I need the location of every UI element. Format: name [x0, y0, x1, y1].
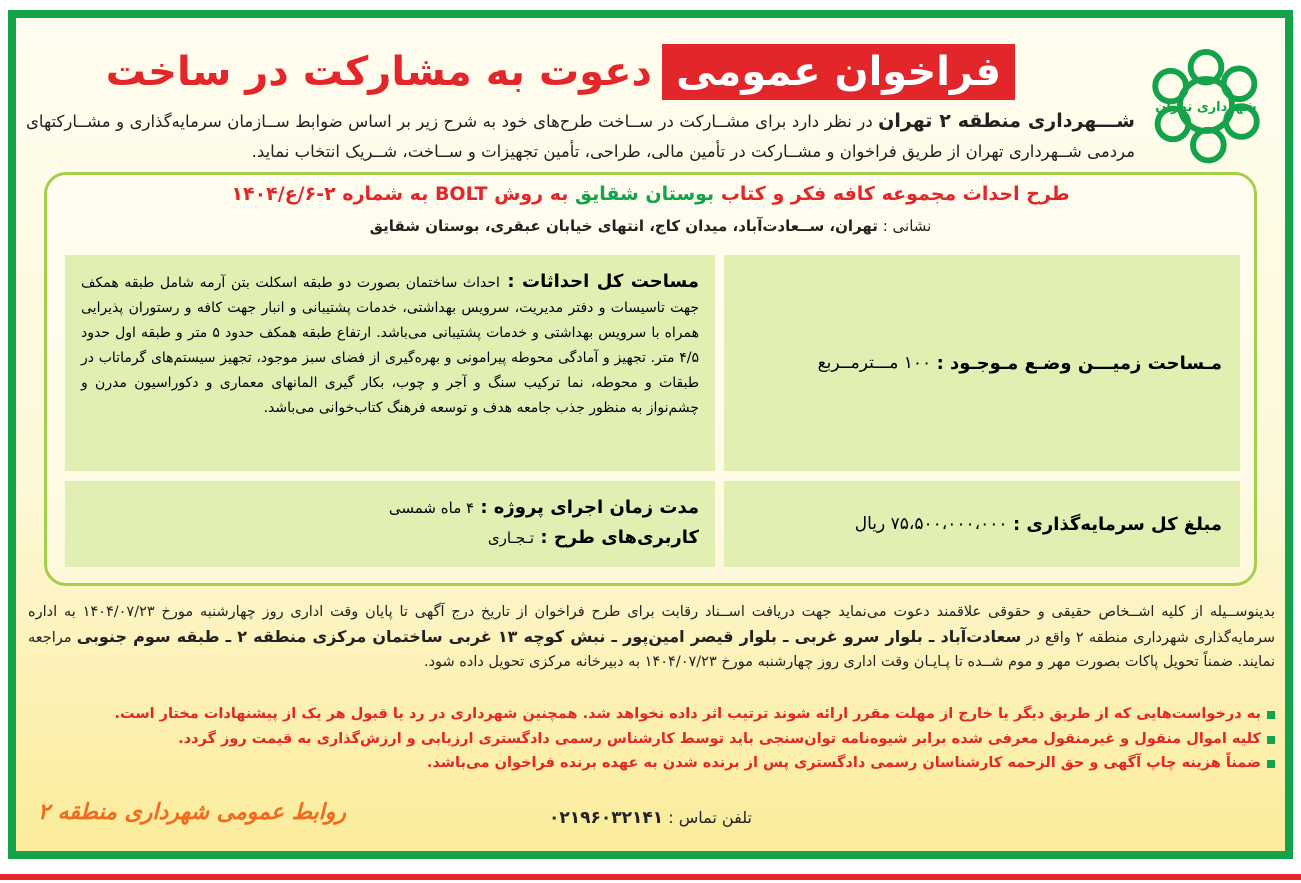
bottom-divider — [0, 874, 1301, 880]
duration-value: ۴ ماه شمسی — [388, 499, 475, 517]
usage-value: تـجـاری — [487, 529, 535, 547]
signature: روابط عمومی شهرداری منطقه ۲ — [38, 800, 347, 825]
duration-label: مدت زمان اجرای پروژه : — [474, 497, 699, 518]
instructions-location: سعادت‌آباد ـ بلوار سرو غربی ـ بلوار قیصر امین‌پور ـ نبش کوچه ۱۳ غربی ساختمان مرکزی منطقه ۲ ـ طبقه سوم جنوبی — [76, 626, 1022, 646]
ad-title — [106, 44, 1015, 100]
project-title — [47, 183, 1254, 205]
land-area-cell — [724, 255, 1240, 471]
project-title-b: بوستان شقایق — [574, 183, 715, 205]
duration-usage-cell — [65, 481, 715, 567]
logo-text: شهرداری تهران — [1155, 99, 1257, 115]
built-area-label: مساحت کل احداثات : — [499, 271, 699, 292]
title-rest: دعوت به مشارکت در ساخت — [105, 49, 653, 95]
investment-cell — [724, 481, 1240, 567]
note-item — [28, 727, 1275, 752]
intro-text: در نظر دارد برای مشــارکت در ســاخت طرح‌های خود به شرح زیر بر اساس ضوابط ســازمان سرمایه‌گذاری و مشــارکتهای مردمی شــهرداری تهران از طریق فراخوان و مشــارکت در تأمین مالی، طراحی، تأمین تجهیزات و ســاخت، شــریک انتخاب نماید. — [26, 112, 1135, 161]
investment-value: ۷۵،۵۰۰،۰۰۰،۰۰۰ ریال — [854, 514, 1008, 534]
built-area-value: احداث ساختمان بصورت دو طبقه اسکلت بتن آرمه شامل طبقه همکف جهت تاسیسات و دفتر مدیریت، سرویس بهداشتی، خدمات پشتیبانی و انبار جهت کافه و رستوران پذیرایی همراه با سرویس بهداشتی و خدمات پشتیبانی می‌باشد. ارتفاع طبقه همکف حدود ۵ متر و طبقه اول حدود ۴/۵ متر. تجهیز و آمادگی محوطه پیرامونی و بهره‌گیری از فضای سبز موجود، تجهیز سیستم‌های گرماتاب در طبقات و محوطه، نما ترکیب سنگ و آجر و چوب، بکار گیری المانهای معماری و دکوراسیون مدرن و چشم‌نواز به منظور جذب جامعه هدف و توسعه فرهنگ کتاب‌خوانی می‌باشد. — [81, 275, 699, 416]
intro-paragraph — [26, 106, 1135, 167]
address-value: تهران، ســعادت‌آباد، میدان کاج، انتهای خیابان عبقری، بوستان شقایق — [369, 217, 878, 235]
bullet-square-icon — [1267, 736, 1275, 744]
tehran-municipality-logo — [1147, 46, 1265, 164]
bullet-square-icon — [1267, 711, 1275, 719]
project-panel — [44, 172, 1257, 586]
project-address — [47, 217, 1254, 235]
usage-label: کاربری‌های طرح : — [534, 527, 699, 548]
advertisement — [8, 10, 1293, 859]
address-label: نشانی : — [877, 217, 932, 235]
project-title-a: طرح احداث مجموعه کافه فکر و کتاب — [714, 183, 1070, 205]
instructions-p2: مراجعه نمایند. ضمناً تحویل پاکات بصورت مهر و موم شــده تا پـایـان وقت اداری روز چهارشنبه مورخ ۱۴۰۴/۰۷/۲۳ به دبیرخانه مرکزی تحویل داده شود. — [28, 629, 1275, 670]
land-area-value: ۱۰۰ مـــترمــربع — [817, 353, 932, 373]
land-area-label: مـساحت زمیـــن وضـع مـوجـود : — [936, 352, 1222, 374]
project-title-c: به روش BOLT به شماره ۲-۶/ع/۱۴۰۴ — [231, 183, 575, 205]
note-item — [28, 702, 1275, 727]
phone-label: تلفن تماس : — [663, 808, 752, 827]
note-text: کلیه اموال منقول و غیرمنقول معرفی شده برابر شیوه‌نامه توان‌سنجی باید توسط کارشناس رسمی دادگستری ارزیابی و ارزش‌گذاری به قیمت روز گردد. — [178, 730, 1261, 747]
phone-number: ۰۲۱۹۶۰۳۲۱۴۱ — [549, 808, 664, 828]
built-area-cell — [65, 255, 715, 471]
note-text: به درخواست‌هایی که از طریق دیگر یا خارج از مهلت مقرر ارائه شوند ترتیب اثر داده نخواهد شد. همچنین شهرداری در رد یا قبول هر یک از پیشنهادات مختار است. — [114, 706, 1261, 722]
notes-list — [28, 702, 1275, 776]
intro-org: شـــهرداری منطقه ۲ تهران — [878, 110, 1135, 132]
instructions-p1: بدینوســیله از کلیه اشــخاص حقیقی و حقوقی علاقمند دعوت می‌نماید جهت دریافت اســناد رقابت برای طرح فراخوان از تاریخ درج آگهی تا پایان وقت اداری روز چهارشنبه مورخ ۱۴۰۴/۰۷/۲۳ به اداره سرمایه‌گذاری شهرداری منطقه ۲ واقع در — [28, 604, 1276, 646]
title-highlight: فراخوان عمومی — [662, 44, 1015, 100]
instructions-paragraph — [28, 600, 1275, 675]
note-text: ضمناً هزینه چاپ آگهی و حق الزحمه کارشناسان رسمی دادگستری پس از برنده شدن به عهده برنده فراخوان می‌باشد. — [426, 755, 1261, 771]
investment-label: مبلغ کل سرمایه‌گذاری : — [1012, 513, 1222, 535]
note-item — [28, 751, 1275, 776]
bullet-square-icon — [1267, 760, 1275, 768]
